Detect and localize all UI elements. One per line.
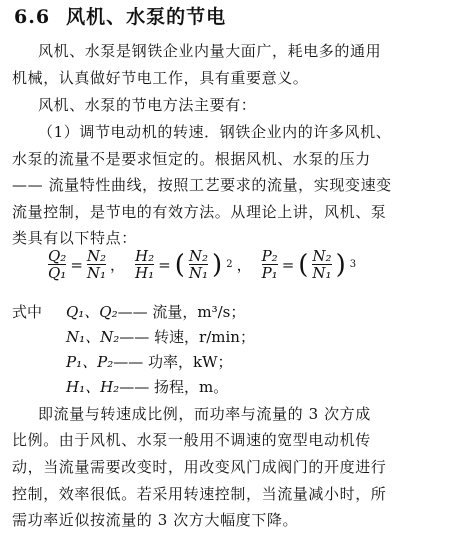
definition-text: —— 功率，kW；	[113, 353, 233, 371]
separator: ，	[236, 256, 252, 274]
fraction-n	[312, 248, 331, 281]
paragraph-line: 动，当流量需要改变时，用改变风门成阀门的开度进行	[12, 458, 387, 476]
equals-sign: =	[70, 255, 83, 274]
numerator: N₂	[86, 247, 107, 265]
separator: ，	[110, 256, 126, 274]
denominator: Q₁	[48, 264, 67, 282]
paragraph-line: （1）调节电动机的转速．钢铁企业内的许多风机、	[38, 123, 392, 141]
variable-pair: Q₁、Q₂	[66, 303, 118, 321]
numerator: H₂	[135, 247, 155, 265]
exponent: 3	[349, 259, 357, 270]
fraction-n	[87, 248, 106, 281]
paragraph-line: 水泵的流量不是要求恒定的。根据风机、水泵的压力	[12, 150, 371, 168]
equals-sign: =	[158, 255, 171, 274]
fraction-n	[189, 248, 208, 281]
paragraph-line: 即流量与转速成比例，而功率与流量的 3 次方成	[38, 405, 371, 423]
definition-text: —— 扬程，m。	[119, 378, 229, 396]
formula: $\frac{\text{Q₂}}{\text{Q₁}}$ = $\frac{\text{N₂}}{\text{N₁}}$ ， $\frac{\text{H₂}}{\text{H₁}}$ = ( $\frac{\text{N₂}}{\text{N₁}}$ ) 2 ， $\frac{\text{P₂}}{\text{P₁}}$ = ( $\frac{\text{N₂}}{\text{N₁}}$ ) 3	[48, 247, 357, 282]
section-heading	[14, 8, 226, 26]
definitions-lead: 式中	[12, 303, 43, 321]
numerator: Q₂	[48, 247, 67, 265]
numerator: N₂	[312, 247, 332, 265]
definition-text: —— 流量，m³/s；	[117, 303, 246, 321]
denominator: N₁	[86, 264, 107, 282]
numerator: P₂	[261, 247, 278, 265]
numerator: N₂	[188, 247, 209, 265]
exponent: 2	[226, 259, 233, 270]
fraction-h	[135, 248, 154, 281]
definition-text: —— 转速，r/min；	[119, 328, 255, 346]
fraction-q	[48, 248, 66, 281]
paragraph-line: 比例。由于风机、水泵一般用不调速的宽型电动机传	[12, 431, 371, 449]
section-number: 6.6	[14, 6, 51, 28]
fraction-p	[262, 248, 278, 281]
paragraph-line: 控制，效率很低。若采用转速控制，当流量减小时，所	[12, 485, 387, 503]
denominator: N₁	[312, 264, 332, 282]
paragraph-line: 需功率近似按流量的 3 次方大幅度下降。	[12, 511, 299, 529]
denominator: N₁	[188, 264, 209, 282]
paragraph-line: 风机、水泵是钢铁企业内量大面广，耗电多的通用	[38, 42, 382, 60]
definition-row	[66, 303, 245, 321]
variable-pair: H₁、H₂	[66, 378, 120, 396]
paragraph-line: 机械，认真做好节电工作，具有重要意义。	[12, 69, 309, 87]
denominator: P₁	[261, 264, 278, 282]
denominator: H₁	[135, 264, 155, 282]
definition-row	[66, 378, 228, 396]
definition-row	[66, 353, 233, 371]
variable-pair: N₁、N₂	[66, 328, 120, 346]
definition-row	[66, 328, 255, 346]
paragraph-line: 类具有以下特点：	[12, 229, 137, 247]
variable-pair: P₁、P₂	[66, 353, 114, 371]
paragraph-line: —— 流量特性曲线，按照工艺要求的流量，实现变速变	[12, 176, 392, 194]
section-title: 风机、水泵的节电	[66, 6, 227, 28]
equals-sign: =	[281, 255, 295, 274]
paragraph-line: 风机、水泵的节电方法主要有：	[38, 96, 257, 114]
paragraph-line: 流量控制，是节电的有效方法。从理论上讲，风机、泵	[12, 203, 387, 221]
